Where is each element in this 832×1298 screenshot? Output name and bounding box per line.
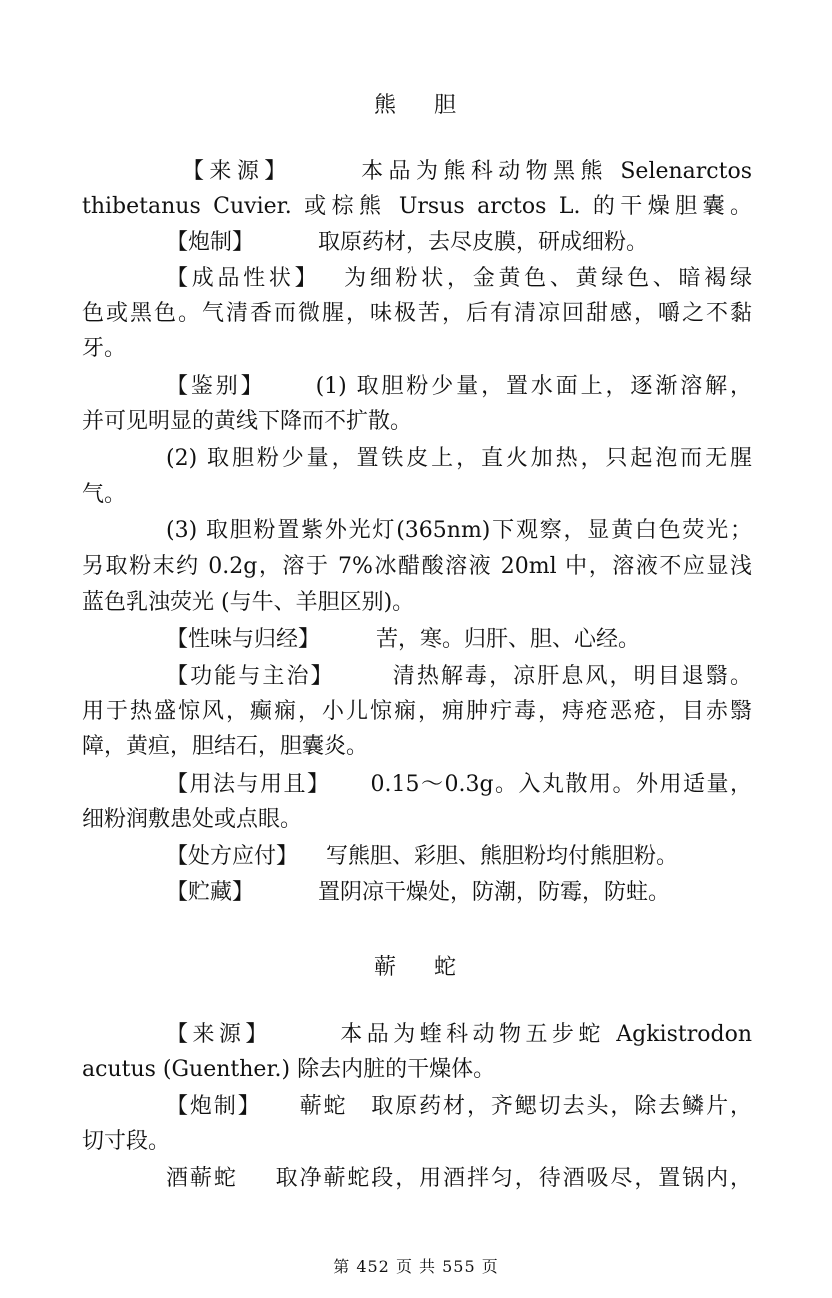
entry-title-xiongdan bbox=[0, 88, 832, 119]
source2-line-1 bbox=[82, 1018, 752, 1052]
func-label: 【功能与主治】 bbox=[166, 664, 335, 689]
prep2-label: 【炮制】 bbox=[166, 1094, 262, 1119]
title-char-2: 胆 bbox=[434, 93, 459, 118]
source2-label: 【来源】 bbox=[166, 1022, 272, 1047]
ident-line-2: 并可见明显的黄线下降而不扩散。 bbox=[82, 409, 413, 434]
entry-title-qishe bbox=[0, 950, 832, 981]
wine-text: 取净蕲蛇段，用酒拌匀，待酒吸尽，置锅内， bbox=[273, 1166, 752, 1191]
prep2-line-1 bbox=[82, 1090, 752, 1124]
page-footer: 第 452 页 共 555 页 bbox=[333, 1257, 499, 1276]
prep2-line-2: 切寸段。 bbox=[82, 1129, 171, 1154]
ident-line-1 bbox=[82, 370, 752, 404]
store-line bbox=[82, 876, 752, 910]
wine-line bbox=[82, 1162, 752, 1196]
traits-line-2: 色或黑色。气清香而微腥，味极苦，后有清凉回甜感，嚼之不黏 bbox=[82, 301, 752, 326]
nature-text: 苦，寒。归肝、胆、心经。 bbox=[376, 627, 641, 652]
prep-label: 【炮制】 bbox=[166, 230, 255, 255]
ident-label: 【鉴别】 bbox=[166, 374, 266, 399]
rx-label: 【处方应付】 bbox=[166, 844, 299, 869]
prep-text: 取原药材，去尽皮膜，研成细粉。 bbox=[318, 230, 649, 255]
usage-line-1 bbox=[82, 768, 752, 802]
ident-line-4: 气。 bbox=[82, 482, 127, 507]
store-label: 【贮藏】 bbox=[166, 880, 255, 905]
nature-label: 【性味与归经】 bbox=[166, 627, 321, 652]
usage-label: 【用法与用且】 bbox=[166, 772, 331, 797]
source-line-1 bbox=[82, 155, 752, 189]
traits-line-3: 牙。 bbox=[82, 336, 127, 361]
func-line-2: 用于热盛惊风，癫痫，小儿惊痫，痈肿疔毒，痔疮恶疮，目赤翳 bbox=[82, 699, 752, 724]
wine-label: 酒蕲蛇 bbox=[166, 1166, 238, 1191]
title-char-1: 蕲 bbox=[373, 955, 398, 980]
traits-text-1: 为细粉状，金黄色、黄绿色、暗褐绿 bbox=[340, 266, 752, 291]
source-label: 【来源】 bbox=[182, 159, 292, 184]
rx-text: 写熊胆、彩胆、熊胆粉均付熊胆粉。 bbox=[326, 844, 679, 869]
source2-text-1: 本品为蝰科动物五步蛇 Agkistrodon bbox=[335, 1022, 752, 1047]
ident-line-3: (2) 取胆粉少量，置铁皮上，直火加热，只起泡而无腥 bbox=[166, 446, 752, 471]
ident-line-5: (3) 取胆粉置紫外光灯(365nm)下观察，显黄白色荧光； bbox=[166, 518, 752, 543]
prep2-text-1: 蕲蛇 取原药材，齐鳃切去头，除去鳞片， bbox=[297, 1094, 752, 1119]
prep-line bbox=[82, 226, 752, 260]
title-char-2: 蛇 bbox=[434, 955, 459, 980]
store-text: 置阴凉干燥处，防潮，防霉，防蛀。 bbox=[318, 880, 671, 905]
usage-line-2: 细粉润敷患处或点眼。 bbox=[82, 807, 303, 832]
ident-text-1: (1) 取胆粉少量，置水面上，逐渐溶解， bbox=[315, 374, 752, 399]
ident-line-6: 另取粉末约 0.2g，溶于 7%冰醋酸溶液 20ml 中，溶液不应显浅 bbox=[82, 554, 752, 579]
func-line-1 bbox=[82, 660, 752, 694]
source-line-2: thibetanus Cuvier. 或棕熊 Ursus arctos L. 的干燥胆囊。 bbox=[82, 194, 752, 219]
func-line-3: 障，黄疸，胆结石，胆囊炎。 bbox=[82, 734, 369, 759]
source-text-1: 本品为熊科动物黑熊 Selenarctos bbox=[355, 159, 752, 184]
rx-line bbox=[82, 840, 752, 874]
ident-line-7: 蓝色乳浊荧光 (与牛、羊胆区别)。 bbox=[82, 590, 415, 615]
nature-line bbox=[82, 623, 752, 657]
source2-line-2: acutus (Guenther.) 除去内脏的干燥体。 bbox=[82, 1057, 496, 1082]
usage-text-1: 0.15～0.3g。入丸散用。外用适量， bbox=[370, 772, 752, 797]
traits-label: 【成品性状】 bbox=[166, 266, 321, 291]
title-char-1: 熊 bbox=[373, 93, 398, 118]
func-text-1: 清热解毒，凉肝息风，明目退翳。 bbox=[390, 664, 752, 689]
traits-line-1 bbox=[82, 262, 752, 296]
